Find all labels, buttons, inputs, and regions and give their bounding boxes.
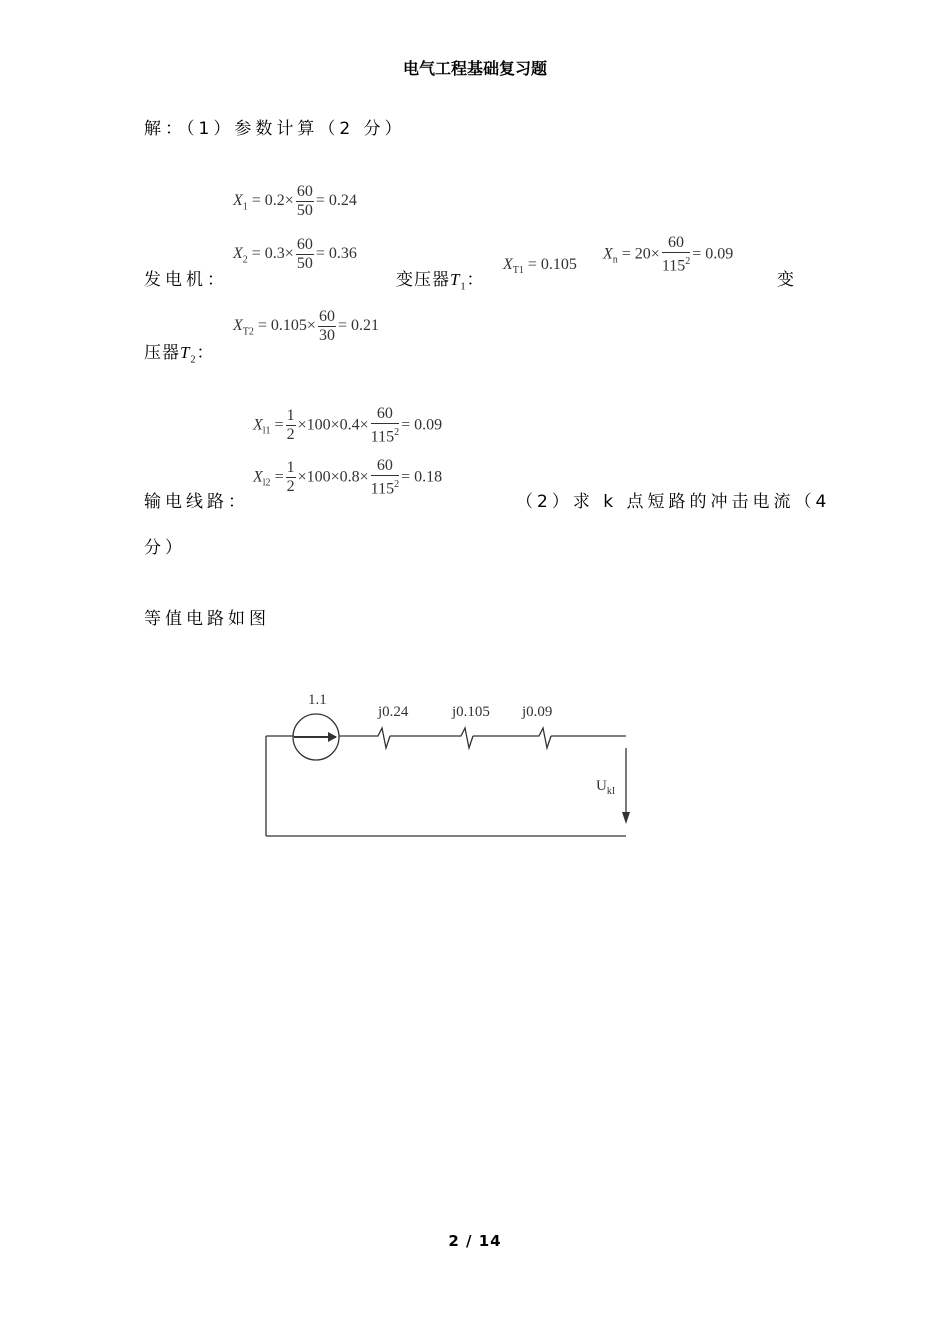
reactance-label-1: j0.24	[378, 704, 409, 720]
formula-xl1: $X_{l1}$ = $\frac{1}{2}$ ×100×0.4× $\frac{60}{115^2}$ = 0.09	[253, 405, 443, 446]
formula-x1: $X_1 = 0.2\times$ $\frac{60}{50}$ = 0.24	[233, 183, 357, 219]
formula-xl2: $X_{l2}$ = $\frac{1}{2}$ ×100×0.8× $\frac{60}{115^2}$ = 0.18	[253, 457, 443, 498]
part2-heading-cont: 分）	[144, 538, 186, 558]
formula-xt2: $X_{T2} = 0.105\times$ $\frac{60}{30}$ = 0.21	[233, 308, 379, 344]
document-title: 电气工程基础复习题	[402, 59, 547, 78]
voltage-arrow-head	[622, 812, 630, 824]
reactance-j0105-icon	[455, 728, 473, 748]
formula-xn: $X_n = 20\times$ $\frac{60}{115^2}$ = 0.09	[603, 234, 734, 275]
voltage-label: $U_{kI}$	[596, 778, 616, 797]
page-number: 2 / 14	[448, 1232, 502, 1250]
reactance-j009-icon	[535, 728, 551, 748]
generator-label: 发电机：	[144, 270, 228, 290]
reactance-label-3: j0.09	[522, 704, 553, 720]
reactance-label-2: j0.105	[452, 704, 490, 720]
source-label: 1.1	[308, 692, 327, 708]
equivalent-circuit-label: 等值电路如图	[144, 609, 270, 629]
formula-xt1: $X_{T1} = 0.105$	[503, 256, 577, 277]
transformer-t1-label: 变压器$T_1$：	[396, 270, 485, 293]
part2-heading: （2）求 k 点短路的冲击电流（4	[516, 492, 831, 512]
solution-heading: 解：（1）参数计算（2 分）	[144, 119, 406, 139]
transformer-t2-label: 压器$T_2$：	[144, 343, 215, 366]
reactance-j024-icon	[372, 728, 390, 748]
transmission-line-label: 输电线路：	[144, 492, 249, 512]
trailing-char: 变	[777, 270, 798, 290]
formula-x2: $X_2 = 0.3\times$ $\frac{60}{50}$ = 0.36	[233, 236, 357, 272]
